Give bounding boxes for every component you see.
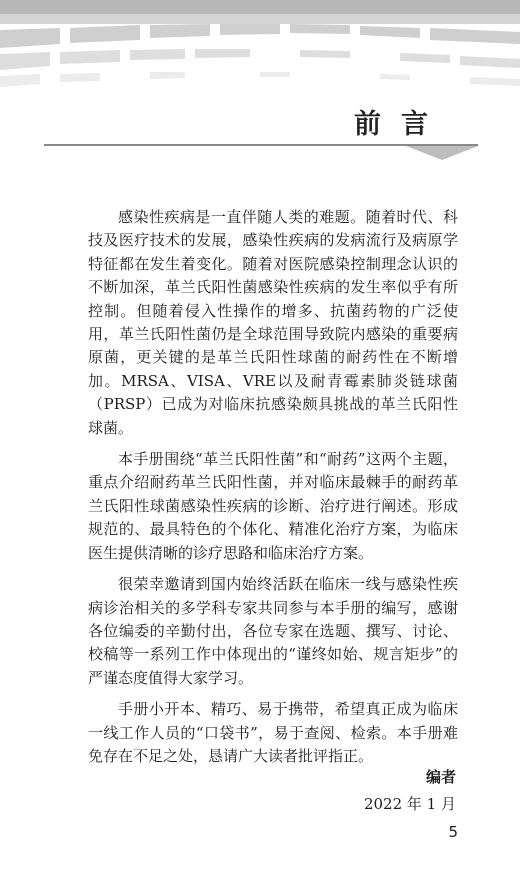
- title-triangle-decoration: [406, 146, 478, 160]
- signature-block: [364, 764, 456, 818]
- paragraph: 本手册围绕“革兰氏阳性菌”和“耐药”这两个主题，重点介绍耐药革兰氏阳性菌，并对临床最棘手的耐药革兰氏阳性球菌感染性疾病的诊断、治疗进行阐述。形成规范的、最具特色的个体化、精准化治疗方案，为临床医生提供清晰的诊疗思路和临床治疗方案。: [88, 450, 458, 562]
- header-decoration: [0, 0, 520, 100]
- preface-body: [88, 206, 458, 776]
- signature-date: 2022 年 1 月: [363, 795, 456, 813]
- title-area: [0, 100, 520, 160]
- signature-author: 编者: [425, 768, 456, 786]
- page-title: 前言: [354, 109, 448, 140]
- paragraph: 很荣幸邀请到国内始终活跃在临床一线与感染性疾病诊治相关的多学科专家共同参与本手册的编写，感谢各位编委的辛勤付出，各位专家在选题、撰写、讨论、校稿等一系列工作中体现出的“谨终如始、规言矩步”的严谨态度值得大家学习。: [88, 575, 458, 687]
- paragraph: 手册小开本、精巧、易于携带，希望真正成为临床一线工作人员的“口袋书”，易于查阅、检索。本手册难免存在不足之处，恳请广大读者批评指正。: [88, 700, 458, 765]
- paragraph: 感染性疾病是一直伴随人类的难题。随着时代、科技及医疗技术的发展，感染性疾病的发病流行及病原学特征都在发生着变化。随着对医院感染控制理念认识的不断加深，革兰氏阳性菌感染性疾病的发生率似乎有所控制。但随着侵入性操作的增多、抗菌药物的广泛使用，革兰氏阳性菌仍是全球范围导致院内感染的重要病原菌，更关键的是革兰氏阳性球菌的耐药性在不断增加。MRSA、VISA、VRE以及耐青霉素肺炎链球菌（PRSP）已成为对临床抗感染颇具挑战的革兰氏阳性球菌。: [88, 208, 458, 437]
- page-number: 5: [448, 823, 458, 841]
